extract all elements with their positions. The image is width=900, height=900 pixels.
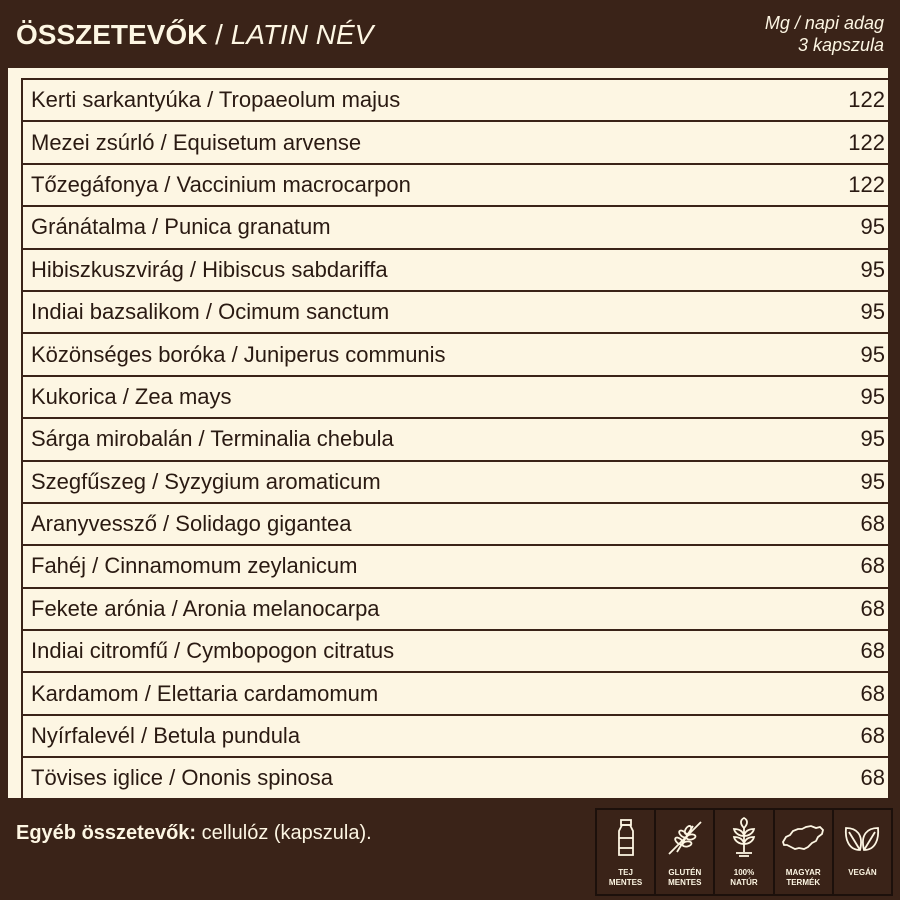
table-row	[23, 673, 891, 715]
ingredient-mg: 68	[860, 680, 885, 706]
badge-dairy-free	[597, 810, 656, 894]
ingredient-name: Tőzegáfonya / Vaccinium macrocarpon	[31, 171, 411, 197]
ingredient-name: Mezei zsúrló / Equisetum arvense	[31, 129, 362, 155]
table-row	[23, 80, 891, 122]
badge-gluten-free	[656, 810, 715, 894]
leaves-icon	[840, 816, 884, 860]
table-row	[23, 716, 891, 758]
ingredient-mg: 95	[860, 299, 885, 325]
ingredient-mg: 68	[860, 723, 885, 749]
table-row	[23, 631, 891, 673]
title-main: ÖSSZETEVŐK	[16, 19, 208, 50]
ingredient-mg: 95	[860, 383, 885, 409]
badge-strip	[595, 808, 893, 896]
ingredient-name: Fahéj / Cinnamomum zeylanicum	[31, 553, 358, 579]
ingredient-mg: 68	[860, 553, 885, 579]
ingredient-mg: 68	[860, 511, 885, 537]
ingredient-mg: 122	[848, 171, 885, 197]
ingredient-name: Hibiszkuszvirág / Hibiscus sabdariffa	[31, 256, 388, 282]
other-ingredients-label: Egyéb összetevők:	[16, 822, 197, 844]
badge-label: 100% NATÚR	[730, 868, 758, 887]
ingredient-mg: 68	[860, 765, 885, 791]
table-row	[23, 377, 891, 419]
table-row	[23, 250, 891, 292]
ingredient-name: Tövises iglice / Ononis spinosa	[31, 765, 334, 791]
table-row	[23, 207, 891, 249]
table-row	[23, 334, 891, 376]
table-row	[23, 758, 891, 800]
dose-unit: Mg / napi adag	[764, 13, 884, 33]
no-gluten-icon	[663, 816, 707, 860]
dose-header	[765, 12, 884, 56]
table-row	[23, 462, 891, 504]
ingredient-mg: 95	[860, 341, 885, 367]
other-ingredients	[16, 822, 372, 845]
ingredient-name: Sárga mirobalán / Terminalia chebula	[31, 426, 394, 452]
ingredient-mg: 68	[860, 638, 885, 664]
title-separator: /	[207, 19, 231, 50]
badge-label: MAGYAR TERMÉK	[785, 868, 821, 887]
footer	[0, 800, 900, 900]
ingredient-name: Kerti sarkantyúka / Tropaeolum majus	[31, 87, 401, 113]
hungary-map-icon	[781, 816, 825, 860]
milk-bottle-icon	[604, 816, 648, 860]
badge-natural	[715, 810, 774, 894]
ingredient-name: Szegfűszeg / Syzygium aromaticum	[31, 468, 381, 494]
ingredient-name: Indiai citromfű / Cymbopogon citratus	[31, 638, 395, 664]
badge-label: VEGÁN	[848, 868, 877, 877]
badge-vegan	[834, 810, 891, 894]
table-row	[23, 504, 891, 546]
table-row	[23, 165, 891, 207]
ingredient-mg: 68	[860, 595, 885, 621]
ingredient-name: Gránátalma / Punica granatum	[31, 214, 331, 240]
ingredient-name: Közönséges boróka / Juniperus communis	[31, 341, 446, 367]
ingredient-mg: 122	[848, 129, 885, 155]
table-row	[23, 292, 891, 334]
ingredients-table	[21, 78, 893, 801]
other-ingredients-value: cellulóz (kapszula).	[196, 822, 372, 844]
ingredient-name: Indiai bazsalikom / Ocimum sanctum	[31, 299, 390, 325]
table-row	[23, 589, 891, 631]
table-row	[23, 546, 891, 588]
plant-icon	[722, 816, 766, 860]
badge-label: GLUTÉN MENTES	[668, 868, 702, 887]
ingredients-panel	[6, 66, 890, 800]
ingredient-mg: 122	[848, 87, 885, 113]
ingredient-mg: 95	[860, 256, 885, 282]
ingredient-name: Nyírfalevél / Betula pundula	[31, 723, 301, 749]
ingredient-mg: 95	[860, 468, 885, 494]
header	[0, 0, 900, 66]
ingredient-name: Kardamom / Elettaria cardamomum	[31, 680, 379, 706]
title-latin: LATIN NÉV	[230, 19, 374, 50]
table-row	[23, 122, 891, 164]
ingredient-mg: 95	[860, 214, 885, 240]
ingredient-name: Fekete arónia / Aronia melanocarpa	[31, 595, 380, 621]
ingredient-name: Aranyvessző / Solidago gigantea	[31, 511, 352, 537]
table-row	[23, 419, 891, 461]
page-title	[16, 17, 373, 53]
dose-capsules: 3 kapszula	[797, 35, 884, 55]
ingredient-mg: 95	[860, 426, 885, 452]
badge-hungarian-product	[775, 810, 834, 894]
ingredient-name: Kukorica / Zea mays	[31, 383, 232, 409]
badge-label: TEJ MENTES	[608, 868, 643, 887]
